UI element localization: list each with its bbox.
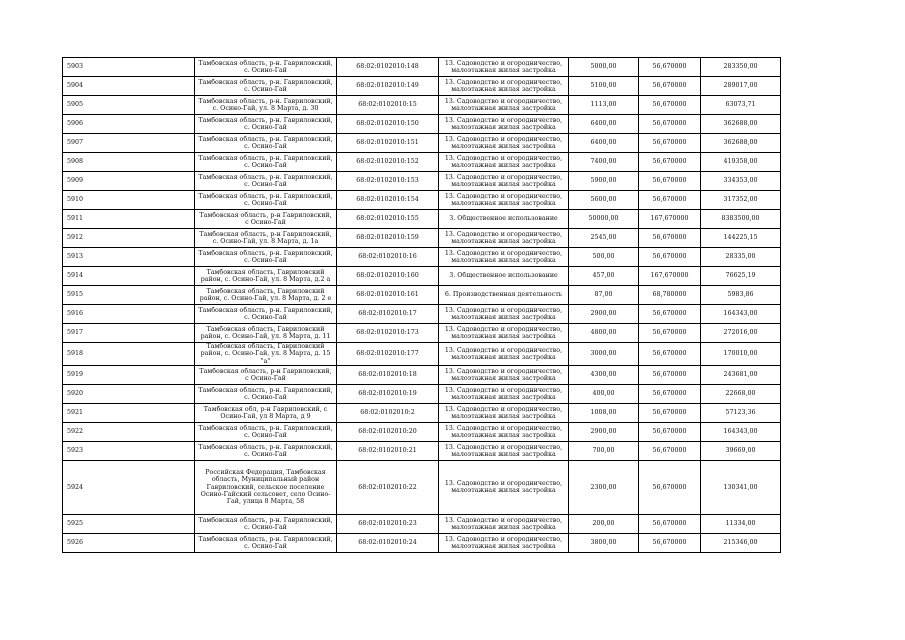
row-number: 5914 xyxy=(63,267,195,286)
land-use-cell: 13. Садоводство и огородничество, малоэтажная жилая застройка xyxy=(439,460,569,514)
cadastral-value-cell: 317352,00 xyxy=(701,191,781,210)
cadastral-number-cell: 68:02:0102010:18 xyxy=(337,365,439,384)
cadastral-number-cell: 68:02:0102010:150 xyxy=(337,115,439,134)
cadastral-value-cell: 130341,00 xyxy=(701,460,781,514)
cadastral-value-cell: 289017,00 xyxy=(701,77,781,96)
cadastral-number-cell: 68:02:0102010:17 xyxy=(337,305,439,324)
rate-cell: 56,670000 xyxy=(639,115,701,134)
row-number: 5912 xyxy=(63,229,195,248)
area-cell: 3000,00 xyxy=(569,343,639,366)
area-cell: 200,00 xyxy=(569,514,639,533)
table-row xyxy=(63,365,781,384)
cadastral-value-cell: 272016,00 xyxy=(701,324,781,343)
cadastral-value-cell: 76625,19 xyxy=(701,267,781,286)
land-use-cell: 13. Садоводство и огородничество, малоэтажная жилая застройка xyxy=(439,324,569,343)
land-use-cell: 13. Садоводство и огородничество, малоэтажная жилая застройка xyxy=(439,533,569,552)
table-row xyxy=(63,58,781,77)
land-use-cell: 13. Садоводство и огородничество, малоэтажная жилая застройка xyxy=(439,422,569,441)
row-number: 5918 xyxy=(63,343,195,366)
cadastral-value-cell: 243681,00 xyxy=(701,365,781,384)
row-number: 5922 xyxy=(63,422,195,441)
cadastral-value-cell: 170010,00 xyxy=(701,343,781,366)
rate-cell: 56,670000 xyxy=(639,58,701,77)
row-number: 5906 xyxy=(63,115,195,134)
address-cell: Тамбовская область, р-н. Гавриловский, с. Осино-Гай xyxy=(195,514,337,533)
rate-cell: 56,670000 xyxy=(639,248,701,267)
area-cell: 6400,00 xyxy=(569,115,639,134)
address-cell: Тамбовская область, р-н. Гавриловский, с. Осино-Гай xyxy=(195,533,337,552)
rate-cell: 56,670000 xyxy=(639,229,701,248)
table-row xyxy=(63,324,781,343)
cadastral-value-table xyxy=(62,57,781,553)
address-cell: Тамбовская область, р-н. Гавриловский, с. Осино-Гай xyxy=(195,172,337,191)
address-cell: Тамбовская область, р-н Гавриловский, с Осино-Гай xyxy=(195,365,337,384)
table-row xyxy=(63,533,781,552)
table-row xyxy=(63,403,781,422)
land-use-cell: 6. Производственная деятельность xyxy=(439,286,569,305)
table-row xyxy=(63,248,781,267)
rate-cell: 56,670000 xyxy=(639,441,701,460)
land-use-cell: 13. Садоводство и огородничество, малоэтажная жилая застройка xyxy=(439,384,569,403)
row-number: 5916 xyxy=(63,305,195,324)
cadastral-value-cell: 8383500,00 xyxy=(701,210,781,229)
table-row xyxy=(63,153,781,172)
address-cell: Тамбовская область, р-н. Гавриловский, с. Осино-Гай xyxy=(195,58,337,77)
area-cell: 700,00 xyxy=(569,441,639,460)
row-number: 5917 xyxy=(63,324,195,343)
land-use-cell: 13. Садоводство и огородничество, малоэтажная жилая застройка xyxy=(439,172,569,191)
cadastral-number-cell: 68:02:0102010:160 xyxy=(337,267,439,286)
cadastral-value-cell: 11334,00 xyxy=(701,514,781,533)
rate-cell: 56,670000 xyxy=(639,365,701,384)
land-use-cell: 13. Садоводство и огородничество, малоэтажная жилая застройка xyxy=(439,191,569,210)
cadastral-number-cell: 68:02:0102010:24 xyxy=(337,533,439,552)
land-use-cell: 13. Садоводство и огородничество, малоэтажная жилая застройка xyxy=(439,229,569,248)
rate-cell: 56,670000 xyxy=(639,533,701,552)
area-cell: 4800,00 xyxy=(569,324,639,343)
address-cell: Тамбовская область, р-н. Гавриловский, с. Осино-Гай xyxy=(195,384,337,403)
address-cell: Тамбовская область, р-н Гавриловский, с. Осино-Гай, ул. 8 Марта, д. 1а xyxy=(195,229,337,248)
cadastral-value-cell: 22668,00 xyxy=(701,384,781,403)
table-row xyxy=(63,286,781,305)
area-cell: 2545,00 xyxy=(569,229,639,248)
table-row xyxy=(63,343,781,366)
row-number: 5910 xyxy=(63,191,195,210)
land-use-cell: 3. Общественное использование xyxy=(439,210,569,229)
land-use-cell: 13. Садоводство и огородничество, малоэтажная жилая застройка xyxy=(439,115,569,134)
land-use-cell: 13. Садоводство и огородничество, малоэтажная жилая застройка xyxy=(439,403,569,422)
area-cell: 400,00 xyxy=(569,384,639,403)
cadastral-value-cell: 419358,00 xyxy=(701,153,781,172)
row-number: 5920 xyxy=(63,384,195,403)
row-number: 5905 xyxy=(63,96,195,115)
rate-cell: 56,670000 xyxy=(639,460,701,514)
row-number: 5909 xyxy=(63,172,195,191)
row-number: 5903 xyxy=(63,58,195,77)
cadastral-value-cell: 63073,71 xyxy=(701,96,781,115)
table-row xyxy=(63,115,781,134)
row-number: 5911 xyxy=(63,210,195,229)
cadastral-value-cell: 334353,00 xyxy=(701,172,781,191)
address-cell: Тамбовская область, р-н. Гавриловский, с. Осино-Гай xyxy=(195,305,337,324)
area-cell: 5000,00 xyxy=(569,58,639,77)
address-cell: Тамбовская область, р-н. Гавриловский, с. Осино-Гай xyxy=(195,422,337,441)
area-cell: 1113,00 xyxy=(569,96,639,115)
land-use-cell: 13. Садоводство и огородничество, малоэтажная жилая застройка xyxy=(439,77,569,96)
row-number: 5907 xyxy=(63,134,195,153)
rate-cell: 56,670000 xyxy=(639,305,701,324)
address-cell: Тамбовская область, р-н. Гавриловский, с. Осино-Гай xyxy=(195,191,337,210)
area-cell: 2900,00 xyxy=(569,422,639,441)
rate-cell: 56,670000 xyxy=(639,422,701,441)
cadastral-number-cell: 68:02:0102010:149 xyxy=(337,77,439,96)
address-cell: Российская Федерация, Тамбовская область, Муниципальный район Гавриловский, сельское поселение Осино-Гайский сельсовет, село Осино-Гай, улица 8 Марта, 58 xyxy=(195,460,337,514)
row-number: 5904 xyxy=(63,77,195,96)
rate-cell: 56,670000 xyxy=(639,153,701,172)
cadastral-value-cell: 5983,86 xyxy=(701,286,781,305)
cadastral-number-cell: 68:02:0102010:152 xyxy=(337,153,439,172)
rate-cell: 167,670000 xyxy=(639,210,701,229)
table-row xyxy=(63,514,781,533)
land-use-cell: 13. Садоводство и огородничество, малоэтажная жилая застройка xyxy=(439,134,569,153)
row-number: 5908 xyxy=(63,153,195,172)
cadastral-value-cell: 362688,00 xyxy=(701,134,781,153)
rate-cell: 56,670000 xyxy=(639,77,701,96)
area-cell: 2300,00 xyxy=(569,460,639,514)
cadastral-value-cell: 57123,36 xyxy=(701,403,781,422)
cadastral-number-cell: 68:02:0102010:155 xyxy=(337,210,439,229)
table-row xyxy=(63,96,781,115)
area-cell: 457,00 xyxy=(569,267,639,286)
land-use-cell: 3. Общественное использование xyxy=(439,267,569,286)
cadastral-number-cell: 68:02:0102010:21 xyxy=(337,441,439,460)
area-cell: 5600,00 xyxy=(569,191,639,210)
land-use-cell: 13. Садоводство и огородничество, малоэтажная жилая застройка xyxy=(439,365,569,384)
address-cell: Тамбовская область, Гавриловский район, с. Осино-Гай, ул. 8 Марта, д. 11 xyxy=(195,324,337,343)
area-cell: 87,00 xyxy=(569,286,639,305)
rate-cell: 167,670000 xyxy=(639,267,701,286)
table-row xyxy=(63,134,781,153)
land-use-cell: 13. Садоводство и огородничество, малоэтажная жилая застройка xyxy=(439,441,569,460)
address-cell: Тамбовская область, р-н. Гавриловский, с. Осино-Гай xyxy=(195,77,337,96)
cadastral-value-cell: 362688,00 xyxy=(701,115,781,134)
cadastral-number-cell: 68:02:0102010:151 xyxy=(337,134,439,153)
table-row xyxy=(63,77,781,96)
row-number: 5913 xyxy=(63,248,195,267)
row-number: 5919 xyxy=(63,365,195,384)
rate-cell: 68,780000 xyxy=(639,286,701,305)
address-cell: Тамбовская обл, р-н Гавриловский, с Осино-Гай, ул 8 Марта, д 9 xyxy=(195,403,337,422)
cadastral-number-cell: 68:02:0102010:20 xyxy=(337,422,439,441)
address-cell: Тамбовская область, Гавриловский район, с. Осино-Гай, ул. 8 Марта, д. 15 "а" xyxy=(195,343,337,366)
rate-cell: 56,670000 xyxy=(639,514,701,533)
cadastral-value-cell: 144225,15 xyxy=(701,229,781,248)
rate-cell: 56,670000 xyxy=(639,384,701,403)
table-row xyxy=(63,384,781,403)
row-number: 5921 xyxy=(63,403,195,422)
land-use-cell: 13. Садоводство и огородничество, малоэтажная жилая застройка xyxy=(439,305,569,324)
rate-cell: 56,670000 xyxy=(639,134,701,153)
row-number: 5923 xyxy=(63,441,195,460)
rate-cell: 56,670000 xyxy=(639,403,701,422)
area-cell: 3800,00 xyxy=(569,533,639,552)
cadastral-number-cell: 68:02:0102010:16 xyxy=(337,248,439,267)
cadastral-number-cell: 68:02:0102010:148 xyxy=(337,58,439,77)
address-cell: Тамбовская область, р-н. Гавриловский, с. Осино-Гай xyxy=(195,134,337,153)
table-row xyxy=(63,229,781,248)
area-cell: 5900,00 xyxy=(569,172,639,191)
area-cell: 1008,00 xyxy=(569,403,639,422)
address-cell: Тамбовская область, р-н Гавриловский, с Осино-Гай xyxy=(195,210,337,229)
cadastral-value-cell: 283350,00 xyxy=(701,58,781,77)
area-cell: 50000,00 xyxy=(569,210,639,229)
rate-cell: 56,670000 xyxy=(639,96,701,115)
table-body xyxy=(63,58,781,553)
address-cell: Тамбовская область, р-н. Гавриловский, с. Осино-Гай xyxy=(195,441,337,460)
cadastral-number-cell: 68:02:0102010:154 xyxy=(337,191,439,210)
cadastral-number-cell: 68:02:0102010:153 xyxy=(337,172,439,191)
cadastral-number-cell: 68:02:0102010:177 xyxy=(337,343,439,366)
table-row xyxy=(63,172,781,191)
area-cell: 7400,00 xyxy=(569,153,639,172)
address-cell: Тамбовская область, р-н. Гавриловский, с. Осино-Гай xyxy=(195,248,337,267)
address-cell: Тамбовская область, р-н. Гавриловский, с. Осино-Гай, ул. 8 Марта, д. 30 xyxy=(195,96,337,115)
cadastral-number-cell: 68:02:0102010:19 xyxy=(337,384,439,403)
cadastral-number-cell: 68:02:0102010:159 xyxy=(337,229,439,248)
cadastral-number-cell: 68:02:0102010:23 xyxy=(337,514,439,533)
table-row xyxy=(63,267,781,286)
row-number: 5926 xyxy=(63,533,195,552)
cadastral-value-cell: 39669,00 xyxy=(701,441,781,460)
cadastral-number-cell: 68:02:0102010:15 xyxy=(337,96,439,115)
table-row xyxy=(63,305,781,324)
area-cell: 6400,00 xyxy=(569,134,639,153)
area-cell: 5100,00 xyxy=(569,77,639,96)
cadastral-value-cell: 164343,00 xyxy=(701,422,781,441)
table-row xyxy=(63,422,781,441)
area-cell: 4300,00 xyxy=(569,365,639,384)
row-number: 5925 xyxy=(63,514,195,533)
address-cell: Тамбовская область, р-н. Гавриловский, с. Осино-Гай xyxy=(195,115,337,134)
rate-cell: 56,670000 xyxy=(639,324,701,343)
address-cell: Тамбовская область, р-н. Гавриловский, с. Осино-Гай xyxy=(195,153,337,172)
rate-cell: 56,670000 xyxy=(639,343,701,366)
address-cell: Тамбовская область, Гавриловский район, с. Осино-Гай, ул. 8 Марта, д. 2 е xyxy=(195,286,337,305)
row-number: 5915 xyxy=(63,286,195,305)
land-use-cell: 13. Садоводство и огородничество, малоэтажная жилая застройка xyxy=(439,343,569,366)
cadastral-value-cell: 28335,00 xyxy=(701,248,781,267)
land-use-cell: 13. Садоводство и огородничество, малоэтажная жилая застройка xyxy=(439,58,569,77)
land-use-cell: 13. Садоводство и огородничество, малоэтажная жилая застройка xyxy=(439,96,569,115)
cadastral-value-cell: 215346,00 xyxy=(701,533,781,552)
cadastral-number-cell: 68:02:0102010:161 xyxy=(337,286,439,305)
row-number: 5924 xyxy=(63,460,195,514)
rate-cell: 56,670000 xyxy=(639,172,701,191)
table-row xyxy=(63,441,781,460)
rate-cell: 56,670000 xyxy=(639,191,701,210)
table-row xyxy=(63,191,781,210)
cadastral-number-cell: 68:02:0102010:22 xyxy=(337,460,439,514)
land-use-cell: 13. Садоводство и огородничество, малоэтажная жилая застройка xyxy=(439,248,569,267)
cadastral-number-cell: 68:02:0102010:2 xyxy=(337,403,439,422)
land-use-cell: 13. Садоводство и огородничество, малоэтажная жилая застройка xyxy=(439,153,569,172)
cadastral-value-cell: 164343,00 xyxy=(701,305,781,324)
area-cell: 500,00 xyxy=(569,248,639,267)
area-cell: 2900,00 xyxy=(569,305,639,324)
cadastral-number-cell: 68:02:0102010:173 xyxy=(337,324,439,343)
table-row xyxy=(63,210,781,229)
land-use-cell: 13. Садоводство и огородничество, малоэтажная жилая застройка xyxy=(439,514,569,533)
address-cell: Тамбовская область, Гавриловский район, с. Осино-Гай, ул. 8 Марта, д.2 а xyxy=(195,267,337,286)
table-row xyxy=(63,460,781,514)
